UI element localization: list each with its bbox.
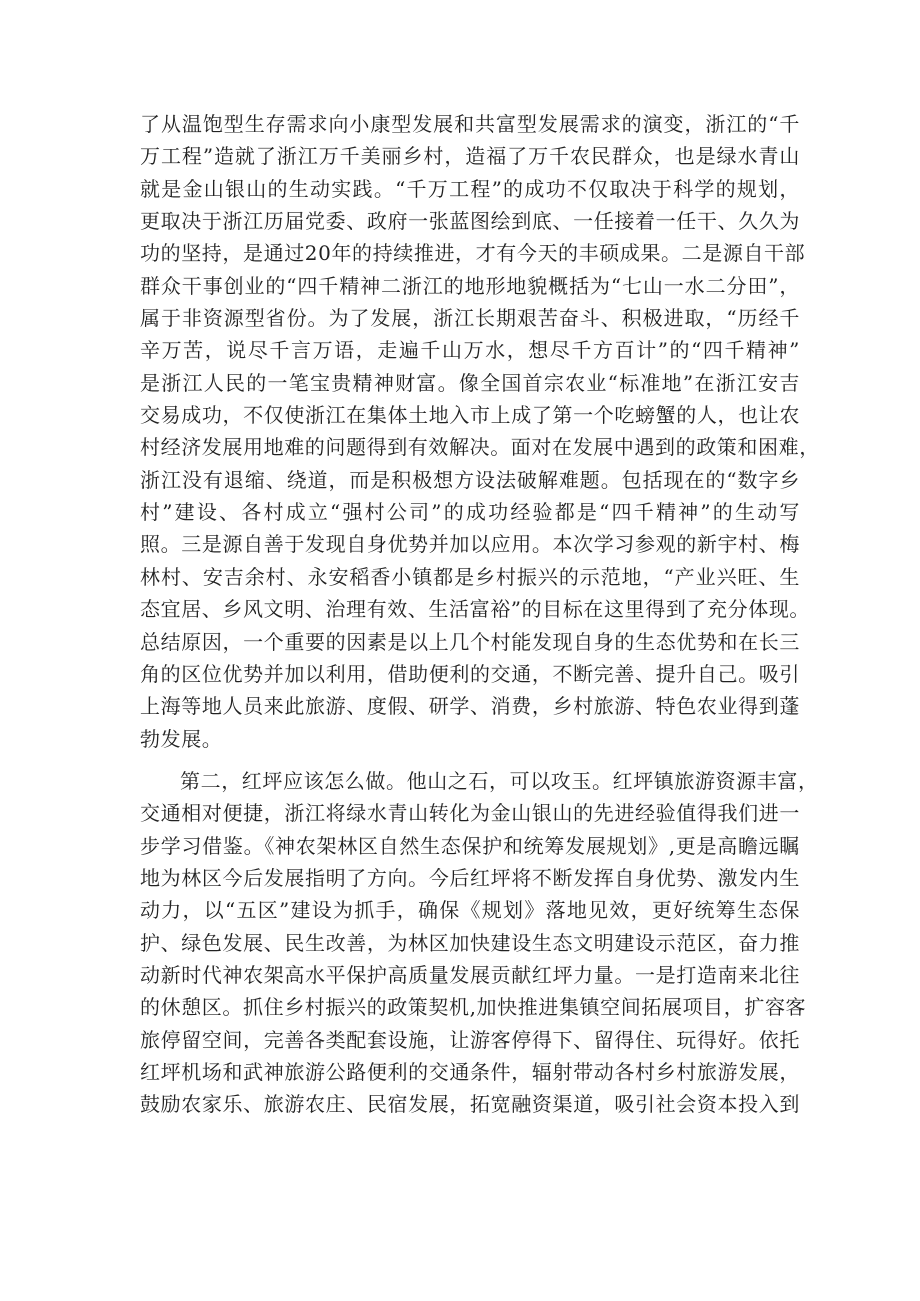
text-line: 就是金山银山的生动实践。“千万工程”的成功不仅取决于科学的规划， (140, 176, 800, 201)
text-line: 浙江没有退缩、绕道，而是积极想方设法破解难题。包括现在的“数字乡 (140, 467, 800, 492)
paragraph-1 (140, 108, 820, 755)
text-line: 旅停留空间，完善各类配套设施，让游客停得下、留得住、玩得好。依托 (140, 1027, 800, 1052)
text-line: 的休憩区。抓住乡村振兴的政策契机,加快推进集镇空间拓展项目，扩容客 (140, 995, 807, 1020)
text-line: 交通相对便捷，浙江将绿水青山转化为金山银山的先进经验值得我们进一 (140, 801, 800, 826)
paragraph-gap (140, 755, 800, 765)
text-line: 万工程”造就了浙江万千美丽乡村，造福了万千农民群众，也是绿水青山 (140, 144, 800, 169)
text-line: 群众干事创业的“四千精神二浙江的地形地貌概括为“七山一水二分田”， (140, 273, 800, 298)
body-text (140, 108, 820, 1121)
text-line: 是浙江人民的一笔宝贵精神财富。像全国首宗农业“标准地”在浙江安吉 (140, 370, 800, 395)
text-line: 第二，红坪应该怎么做。他山之石，可以攻玉。红坪镇旅游资源丰富， (180, 768, 819, 793)
text-line: 辛万苦，说尽千言万语，走遍千山万水，想尽千方百计”的“四千精神” (140, 338, 800, 363)
text-line: 红坪机场和武神旅游公路便利的交通条件，辐射带动各村乡村旅游发展， (140, 1059, 800, 1084)
text-line: 交易成功，不仅使浙江在集体土地入市上成了第一个吃螃蟹的人，也让农 (140, 403, 800, 428)
text-line: 属于非资源型省份。为了发展，浙江长期艰苦奋斗、积极进取，“历经千 (140, 306, 800, 331)
text-line: 总结原因，一个重要的因素是以上几个村能发现自身的生态优势和在长三 (140, 629, 800, 654)
paragraph-2 (140, 765, 819, 1121)
text-line: 步学习借鉴。《神农架林区自然生态保护和统筹发展规划》,更是高瞻远瞩 (140, 833, 800, 858)
text-line: 林村、安吉余村、永安稻香小镇都是乡村振兴的示范地，“产业兴旺、生 (140, 564, 800, 589)
text-line: 照。三是源自善于发现自身优势并加以应用。本次学习参观的新宇村、梅 (140, 532, 800, 557)
text-line: 动力，以“五区”建设为抓手，确保《规划》落地见效，更好统筹生态保 (140, 898, 800, 923)
text-line: 功的坚持，是通过20年的持续推进，才有今天的丰硕成果。二是源自干部 (140, 241, 806, 266)
text-line: 护、绿色发展、民生改善，为林区加快建设生态文明建设示范区，奋力推 (140, 930, 800, 955)
text-line: 地为林区今后发展指明了方向。今后红坪将不断发挥自身优势、激发内生 (140, 865, 800, 890)
text-line: 上海等地人员来此旅游、度假、研学、消费，乡村旅游、特色农业得到蓬 (140, 694, 800, 719)
text-line: 角的区位优势并加以利用，借助便利的交通，不断完善、提升自己。吸引 (140, 661, 800, 686)
text-line: 动新时代神农架高水平保护高质量发展贡献红坪力量。一是打造南来北往 (140, 962, 800, 987)
text-line: 勃发展。 (140, 726, 223, 751)
text-line: 鼓励农家乐、旅游农庄、民宿发展，拓宽融资渠道，吸引社会资本投入到 (140, 1092, 800, 1117)
text-line: 村经济发展用地难的问题得到有效解决。面对在发展中遇到的政策和困难， (140, 435, 820, 460)
text-line: 更取决于浙江历届党委、政府一张蓝图绘到底、一任接着一任干、久久为 (140, 209, 800, 234)
text-line: 了从温饱型生存需求向小康型发展和共富型发展需求的演变，浙江的“千 (140, 112, 800, 136)
text-line: 村”建设、各村成立“强村公司”的成功经验都是“四千精神”的生动写 (140, 500, 800, 525)
text-line: 态宜居、乡风文明、治理有效、生活富裕”的目标在这里得到了充分体现。 (140, 597, 811, 622)
